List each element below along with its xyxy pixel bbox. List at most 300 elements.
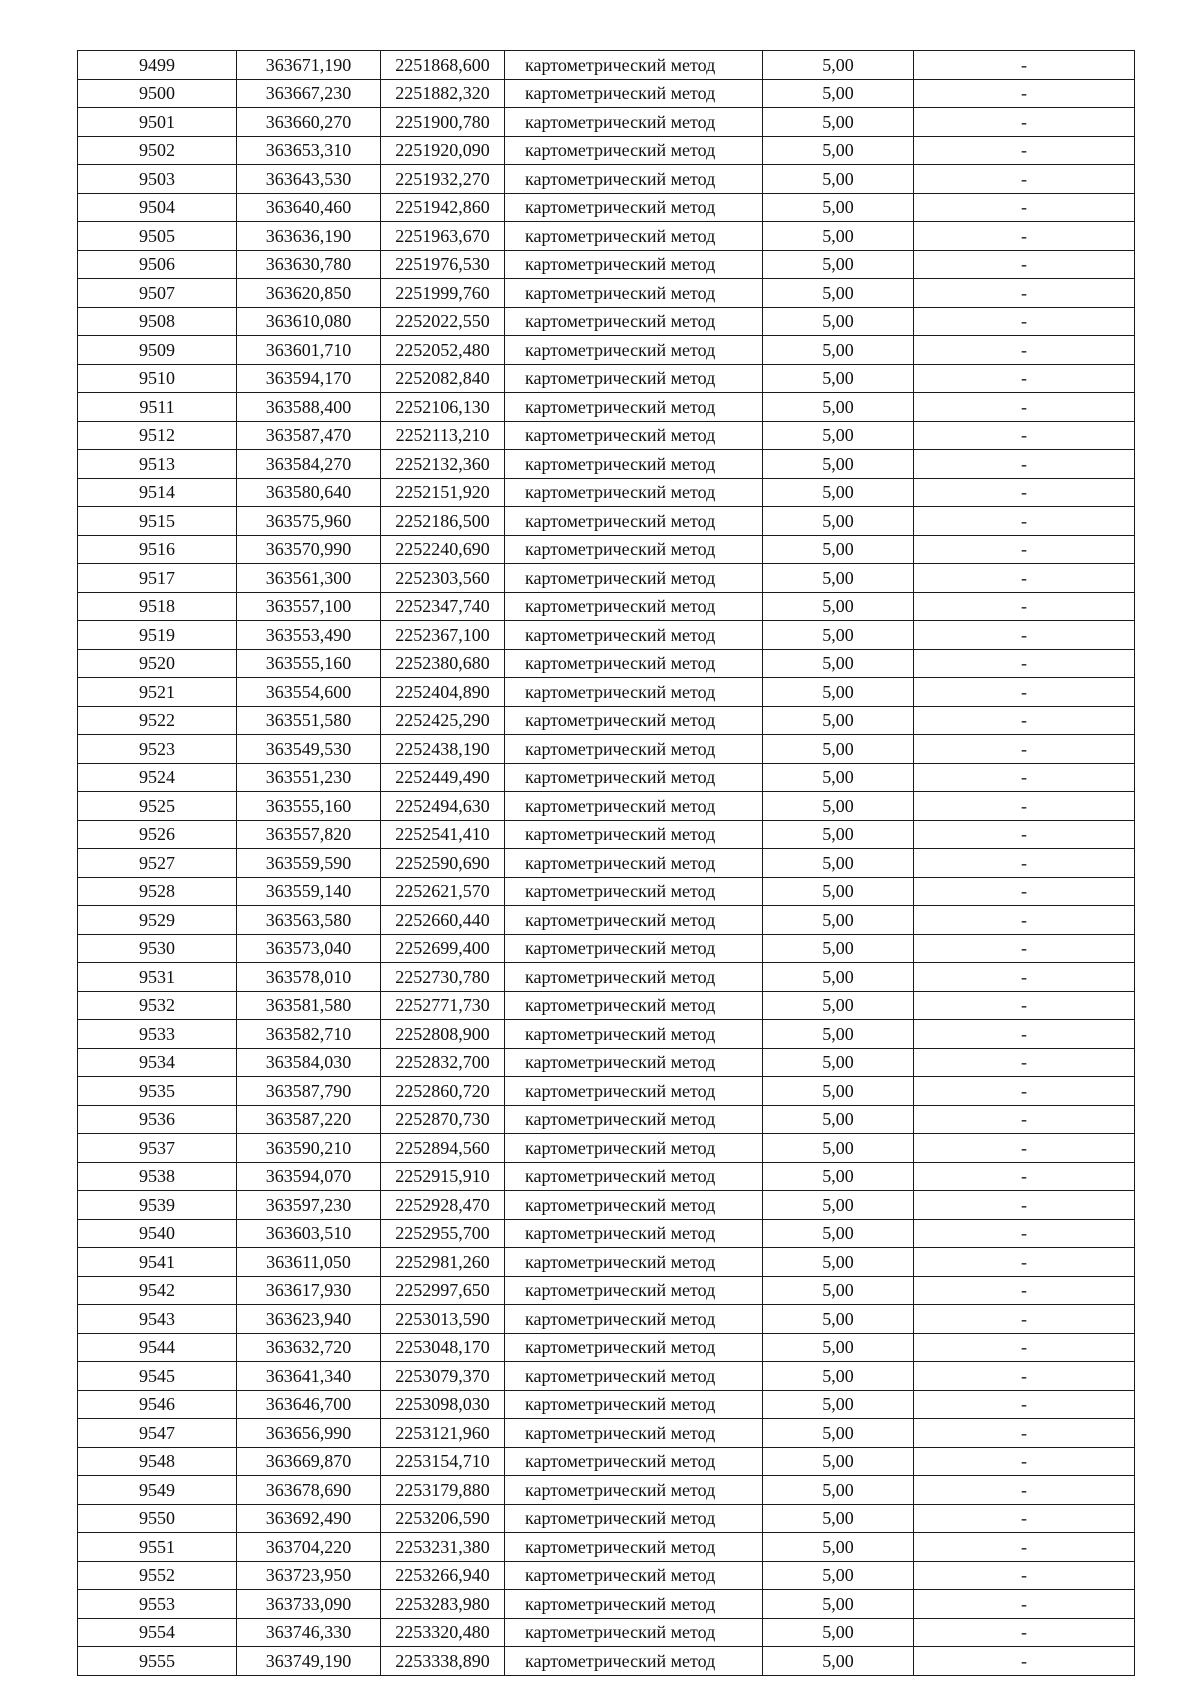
y-coordinate-cell: 2252132,360 [381, 450, 505, 479]
x-coordinate-cell: 363678,690 [237, 1476, 381, 1505]
point-number-cell: 9517 [78, 564, 237, 593]
precision-cell: 5,00 [763, 1504, 914, 1533]
y-coordinate-cell: 2252981,260 [381, 1248, 505, 1277]
x-coordinate-cell: 363561,300 [237, 564, 381, 593]
note-cell: - [914, 877, 1135, 906]
x-coordinate-cell: 363557,100 [237, 592, 381, 621]
point-number-cell: 9543 [78, 1305, 237, 1334]
note-cell: - [914, 507, 1135, 536]
x-coordinate-cell: 363587,220 [237, 1105, 381, 1134]
method-cell: картометрический метод [505, 336, 763, 365]
point-number-cell: 9508 [78, 307, 237, 336]
x-coordinate-cell: 363578,010 [237, 963, 381, 992]
method-cell: картометрический метод [505, 79, 763, 108]
method-cell: картометрический метод [505, 1276, 763, 1305]
y-coordinate-cell: 2252052,480 [381, 336, 505, 365]
x-coordinate-cell: 363746,330 [237, 1618, 381, 1647]
y-coordinate-cell: 2251963,670 [381, 222, 505, 251]
point-number-cell: 9536 [78, 1105, 237, 1134]
note-cell: - [914, 1419, 1135, 1448]
point-number-cell: 9534 [78, 1048, 237, 1077]
precision-cell: 5,00 [763, 193, 914, 222]
table-row [78, 1647, 1135, 1676]
precision-cell: 5,00 [763, 136, 914, 165]
table-row [78, 963, 1135, 992]
table-row [78, 1390, 1135, 1419]
note-cell: - [914, 279, 1135, 308]
x-coordinate-cell: 363640,460 [237, 193, 381, 222]
y-coordinate-cell: 2253098,030 [381, 1390, 505, 1419]
method-cell: картометрический метод [505, 250, 763, 279]
x-coordinate-cell: 363643,530 [237, 165, 381, 194]
point-number-cell: 9555 [78, 1647, 237, 1676]
point-number-cell: 9554 [78, 1618, 237, 1647]
precision-cell: 5,00 [763, 792, 914, 821]
point-number-cell: 9524 [78, 763, 237, 792]
note-cell: - [914, 1590, 1135, 1619]
table-row [78, 1048, 1135, 1077]
precision-cell: 5,00 [763, 279, 914, 308]
y-coordinate-cell: 2252832,700 [381, 1048, 505, 1077]
note-cell: - [914, 592, 1135, 621]
point-number-cell: 9551 [78, 1533, 237, 1562]
x-coordinate-cell: 363555,160 [237, 649, 381, 678]
precision-cell: 5,00 [763, 735, 914, 764]
y-coordinate-cell: 2251976,530 [381, 250, 505, 279]
point-number-cell: 9521 [78, 678, 237, 707]
precision-cell: 5,00 [763, 1191, 914, 1220]
point-number-cell: 9527 [78, 849, 237, 878]
table-row [78, 1476, 1135, 1505]
x-coordinate-cell: 363617,930 [237, 1276, 381, 1305]
x-coordinate-cell: 363588,400 [237, 393, 381, 422]
precision-cell: 5,00 [763, 1134, 914, 1163]
y-coordinate-cell: 2253013,590 [381, 1305, 505, 1334]
point-number-cell: 9535 [78, 1077, 237, 1106]
precision-cell: 5,00 [763, 250, 914, 279]
note-cell: - [914, 1504, 1135, 1533]
table-row [78, 1276, 1135, 1305]
precision-cell: 5,00 [763, 1048, 914, 1077]
table-row [78, 1105, 1135, 1134]
precision-cell: 5,00 [763, 507, 914, 536]
precision-cell: 5,00 [763, 1162, 914, 1191]
y-coordinate-cell: 2252730,780 [381, 963, 505, 992]
y-coordinate-cell: 2253121,960 [381, 1419, 505, 1448]
point-number-cell: 9520 [78, 649, 237, 678]
table-row [78, 849, 1135, 878]
point-number-cell: 9511 [78, 393, 237, 422]
table-row [78, 820, 1135, 849]
table-row [78, 592, 1135, 621]
note-cell: - [914, 906, 1135, 935]
precision-cell: 5,00 [763, 564, 914, 593]
x-coordinate-cell: 363587,790 [237, 1077, 381, 1106]
x-coordinate-cell: 363573,040 [237, 934, 381, 963]
table-row [78, 906, 1135, 935]
y-coordinate-cell: 2252808,900 [381, 1020, 505, 1049]
y-coordinate-cell: 2253338,890 [381, 1647, 505, 1676]
table-row [78, 1219, 1135, 1248]
y-coordinate-cell: 2252660,440 [381, 906, 505, 935]
method-cell: картометрический метод [505, 1533, 763, 1562]
method-cell: картометрический метод [505, 792, 763, 821]
table-row [78, 1077, 1135, 1106]
method-cell: картометрический метод [505, 193, 763, 222]
x-coordinate-cell: 363667,230 [237, 79, 381, 108]
note-cell: - [914, 1447, 1135, 1476]
note-cell: - [914, 1191, 1135, 1220]
precision-cell: 5,00 [763, 963, 914, 992]
x-coordinate-cell: 363555,160 [237, 792, 381, 821]
note-cell: - [914, 735, 1135, 764]
precision-cell: 5,00 [763, 450, 914, 479]
x-coordinate-cell: 363587,470 [237, 421, 381, 450]
note-cell: - [914, 393, 1135, 422]
note-cell: - [914, 934, 1135, 963]
x-coordinate-cell: 363551,580 [237, 706, 381, 735]
note-cell: - [914, 564, 1135, 593]
y-coordinate-cell: 2253079,370 [381, 1362, 505, 1391]
note-cell: - [914, 478, 1135, 507]
method-cell: картометрический метод [505, 1390, 763, 1419]
method-cell: картометрический метод [505, 108, 763, 137]
y-coordinate-cell: 2251999,760 [381, 279, 505, 308]
table-row [78, 1162, 1135, 1191]
precision-cell: 5,00 [763, 1590, 914, 1619]
method-cell: картометрический метод [505, 1618, 763, 1647]
point-number-cell: 9526 [78, 820, 237, 849]
note-cell: - [914, 1476, 1135, 1505]
point-number-cell: 9505 [78, 222, 237, 251]
point-number-cell: 9506 [78, 250, 237, 279]
point-number-cell: 9518 [78, 592, 237, 621]
precision-cell: 5,00 [763, 678, 914, 707]
table-row [78, 706, 1135, 735]
method-cell: картометрический метод [505, 963, 763, 992]
y-coordinate-cell: 2252425,290 [381, 706, 505, 735]
precision-cell: 5,00 [763, 763, 914, 792]
precision-cell: 5,00 [763, 108, 914, 137]
x-coordinate-cell: 363610,080 [237, 307, 381, 336]
method-cell: картометрический метод [505, 1134, 763, 1163]
point-number-cell: 9500 [78, 79, 237, 108]
x-coordinate-cell: 363630,780 [237, 250, 381, 279]
point-number-cell: 9523 [78, 735, 237, 764]
precision-cell: 5,00 [763, 336, 914, 365]
note-cell: - [914, 1276, 1135, 1305]
x-coordinate-cell: 363553,490 [237, 621, 381, 650]
point-number-cell: 9553 [78, 1590, 237, 1619]
y-coordinate-cell: 2252186,500 [381, 507, 505, 536]
x-coordinate-cell: 363611,050 [237, 1248, 381, 1277]
precision-cell: 5,00 [763, 877, 914, 906]
method-cell: картометрический метод [505, 592, 763, 621]
table-row [78, 1504, 1135, 1533]
table-row [78, 1447, 1135, 1476]
y-coordinate-cell: 2251920,090 [381, 136, 505, 165]
y-coordinate-cell: 2252438,190 [381, 735, 505, 764]
y-coordinate-cell: 2253179,880 [381, 1476, 505, 1505]
precision-cell: 5,00 [763, 706, 914, 735]
precision-cell: 5,00 [763, 307, 914, 336]
method-cell: картометрический метод [505, 678, 763, 707]
note-cell: - [914, 706, 1135, 735]
point-number-cell: 9504 [78, 193, 237, 222]
precision-cell: 5,00 [763, 1390, 914, 1419]
table-row [78, 1333, 1135, 1362]
table-row [78, 250, 1135, 279]
method-cell: картометрический метод [505, 478, 763, 507]
precision-cell: 5,00 [763, 478, 914, 507]
precision-cell: 5,00 [763, 1077, 914, 1106]
note-cell: - [914, 963, 1135, 992]
table-row [78, 165, 1135, 194]
method-cell: картометрический метод [505, 1162, 763, 1191]
precision-cell: 5,00 [763, 1219, 914, 1248]
note-cell: - [914, 1020, 1135, 1049]
method-cell: картометрический метод [505, 1048, 763, 1077]
point-number-cell: 9550 [78, 1504, 237, 1533]
method-cell: картометрический метод [505, 621, 763, 650]
method-cell: картометрический метод [505, 279, 763, 308]
method-cell: картометрический метод [505, 706, 763, 735]
precision-cell: 5,00 [763, 649, 914, 678]
note-cell: - [914, 792, 1135, 821]
method-cell: картометрический метод [505, 507, 763, 536]
table-row [78, 1020, 1135, 1049]
method-cell: картометрический метод [505, 364, 763, 393]
method-cell: картометрический метод [505, 877, 763, 906]
precision-cell: 5,00 [763, 1533, 914, 1562]
y-coordinate-cell: 2251900,780 [381, 108, 505, 137]
point-number-cell: 9503 [78, 165, 237, 194]
note-cell: - [914, 1333, 1135, 1362]
note-cell: - [914, 820, 1135, 849]
precision-cell: 5,00 [763, 621, 914, 650]
x-coordinate-cell: 363653,310 [237, 136, 381, 165]
method-cell: картометрический метод [505, 1504, 763, 1533]
method-cell: картометрический метод [505, 649, 763, 678]
method-cell: картометрический метод [505, 1333, 763, 1362]
precision-cell: 5,00 [763, 1305, 914, 1334]
note-cell: - [914, 1618, 1135, 1647]
point-number-cell: 9501 [78, 108, 237, 137]
method-cell: картометрический метод [505, 1590, 763, 1619]
precision-cell: 5,00 [763, 1419, 914, 1448]
y-coordinate-cell: 2253283,980 [381, 1590, 505, 1619]
y-coordinate-cell: 2252860,720 [381, 1077, 505, 1106]
note-cell: - [914, 1390, 1135, 1419]
table-row [78, 478, 1135, 507]
note-cell: - [914, 678, 1135, 707]
y-coordinate-cell: 2252955,700 [381, 1219, 505, 1248]
table-row [78, 450, 1135, 479]
y-coordinate-cell: 2252240,690 [381, 535, 505, 564]
note-cell: - [914, 79, 1135, 108]
table-row [78, 279, 1135, 308]
method-cell: картометрический метод [505, 393, 763, 422]
y-coordinate-cell: 2252404,890 [381, 678, 505, 707]
method-cell: картометрический метод [505, 1105, 763, 1134]
table-row [78, 564, 1135, 593]
x-coordinate-cell: 363601,710 [237, 336, 381, 365]
y-coordinate-cell: 2253231,380 [381, 1533, 505, 1562]
x-coordinate-cell: 363581,580 [237, 991, 381, 1020]
table-row [78, 222, 1135, 251]
point-number-cell: 9519 [78, 621, 237, 650]
x-coordinate-cell: 363723,950 [237, 1561, 381, 1590]
method-cell: картометрический метод [505, 1219, 763, 1248]
note-cell: - [914, 193, 1135, 222]
table-row [78, 535, 1135, 564]
table-body [78, 51, 1135, 1676]
x-coordinate-cell: 363646,700 [237, 1390, 381, 1419]
x-coordinate-cell: 363570,990 [237, 535, 381, 564]
y-coordinate-cell: 2252367,100 [381, 621, 505, 650]
x-coordinate-cell: 363632,720 [237, 1333, 381, 1362]
note-cell: - [914, 336, 1135, 365]
point-number-cell: 9542 [78, 1276, 237, 1305]
y-coordinate-cell: 2252541,410 [381, 820, 505, 849]
precision-cell: 5,00 [763, 1618, 914, 1647]
note-cell: - [914, 1362, 1135, 1391]
table-row [78, 193, 1135, 222]
note-cell: - [914, 991, 1135, 1020]
table-row [78, 336, 1135, 365]
method-cell: картометрический метод [505, 1020, 763, 1049]
y-coordinate-cell: 2252082,840 [381, 364, 505, 393]
note-cell: - [914, 1077, 1135, 1106]
point-number-cell: 9533 [78, 1020, 237, 1049]
table-row [78, 108, 1135, 137]
point-number-cell: 9513 [78, 450, 237, 479]
precision-cell: 5,00 [763, 79, 914, 108]
table-row [78, 1134, 1135, 1163]
precision-cell: 5,00 [763, 393, 914, 422]
point-number-cell: 9515 [78, 507, 237, 536]
x-coordinate-cell: 363590,210 [237, 1134, 381, 1163]
x-coordinate-cell: 363704,220 [237, 1533, 381, 1562]
precision-cell: 5,00 [763, 51, 914, 80]
point-number-cell: 9538 [78, 1162, 237, 1191]
x-coordinate-cell: 363620,850 [237, 279, 381, 308]
note-cell: - [914, 763, 1135, 792]
table-row [78, 621, 1135, 650]
note-cell: - [914, 621, 1135, 650]
y-coordinate-cell: 2251868,600 [381, 51, 505, 80]
point-number-cell: 9546 [78, 1390, 237, 1419]
x-coordinate-cell: 363733,090 [237, 1590, 381, 1619]
point-number-cell: 9531 [78, 963, 237, 992]
note-cell: - [914, 51, 1135, 80]
method-cell: картометрический метод [505, 51, 763, 80]
method-cell: картометрический метод [505, 763, 763, 792]
y-coordinate-cell: 2251942,860 [381, 193, 505, 222]
y-coordinate-cell: 2252113,210 [381, 421, 505, 450]
method-cell: картометрический метод [505, 564, 763, 593]
x-coordinate-cell: 363671,190 [237, 51, 381, 80]
method-cell: картометрический метод [505, 1248, 763, 1277]
x-coordinate-cell: 363557,820 [237, 820, 381, 849]
note-cell: - [914, 535, 1135, 564]
y-coordinate-cell: 2252621,570 [381, 877, 505, 906]
method-cell: картометрический метод [505, 1305, 763, 1334]
y-coordinate-cell: 2253048,170 [381, 1333, 505, 1362]
table-row [78, 79, 1135, 108]
table-row [78, 507, 1135, 536]
table-row [78, 1419, 1135, 1448]
precision-cell: 5,00 [763, 1447, 914, 1476]
precision-cell: 5,00 [763, 1020, 914, 1049]
table-row [78, 393, 1135, 422]
precision-cell: 5,00 [763, 934, 914, 963]
x-coordinate-cell: 363554,600 [237, 678, 381, 707]
point-number-cell: 9510 [78, 364, 237, 393]
y-coordinate-cell: 2252347,740 [381, 592, 505, 621]
method-cell: картометрический метод [505, 906, 763, 935]
note-cell: - [914, 450, 1135, 479]
method-cell: картометрический метод [505, 1191, 763, 1220]
precision-cell: 5,00 [763, 1333, 914, 1362]
x-coordinate-cell: 363551,230 [237, 763, 381, 792]
x-coordinate-cell: 363559,590 [237, 849, 381, 878]
precision-cell: 5,00 [763, 1647, 914, 1676]
table-row [78, 1561, 1135, 1590]
x-coordinate-cell: 363692,490 [237, 1504, 381, 1533]
note-cell: - [914, 1305, 1135, 1334]
point-number-cell: 9529 [78, 906, 237, 935]
point-number-cell: 9514 [78, 478, 237, 507]
method-cell: картометрический метод [505, 1476, 763, 1505]
y-coordinate-cell: 2252870,730 [381, 1105, 505, 1134]
method-cell: картометрический метод [505, 1647, 763, 1676]
point-number-cell: 9516 [78, 535, 237, 564]
x-coordinate-cell: 363549,530 [237, 735, 381, 764]
y-coordinate-cell: 2251882,320 [381, 79, 505, 108]
x-coordinate-cell: 363597,230 [237, 1191, 381, 1220]
y-coordinate-cell: 2252494,630 [381, 792, 505, 821]
note-cell: - [914, 222, 1135, 251]
point-number-cell: 9530 [78, 934, 237, 963]
y-coordinate-cell: 2253320,480 [381, 1618, 505, 1647]
method-cell: картометрический метод [505, 1447, 763, 1476]
method-cell: картометрический метод [505, 136, 763, 165]
point-number-cell: 9552 [78, 1561, 237, 1590]
x-coordinate-cell: 363660,270 [237, 108, 381, 137]
precision-cell: 5,00 [763, 165, 914, 194]
x-coordinate-cell: 363641,340 [237, 1362, 381, 1391]
precision-cell: 5,00 [763, 1561, 914, 1590]
x-coordinate-cell: 363749,190 [237, 1647, 381, 1676]
method-cell: картометрический метод [505, 1561, 763, 1590]
y-coordinate-cell: 2253154,710 [381, 1447, 505, 1476]
note-cell: - [914, 1561, 1135, 1590]
table-row [78, 364, 1135, 393]
table-row [78, 1362, 1135, 1391]
point-number-cell: 9545 [78, 1362, 237, 1391]
y-coordinate-cell: 2252699,400 [381, 934, 505, 963]
precision-cell: 5,00 [763, 820, 914, 849]
table-row [78, 307, 1135, 336]
method-cell: картометрический метод [505, 735, 763, 764]
table-row [78, 792, 1135, 821]
table-row [78, 1305, 1135, 1334]
precision-cell: 5,00 [763, 1105, 914, 1134]
method-cell: картометрический метод [505, 165, 763, 194]
x-coordinate-cell: 363575,960 [237, 507, 381, 536]
point-number-cell: 9547 [78, 1419, 237, 1448]
